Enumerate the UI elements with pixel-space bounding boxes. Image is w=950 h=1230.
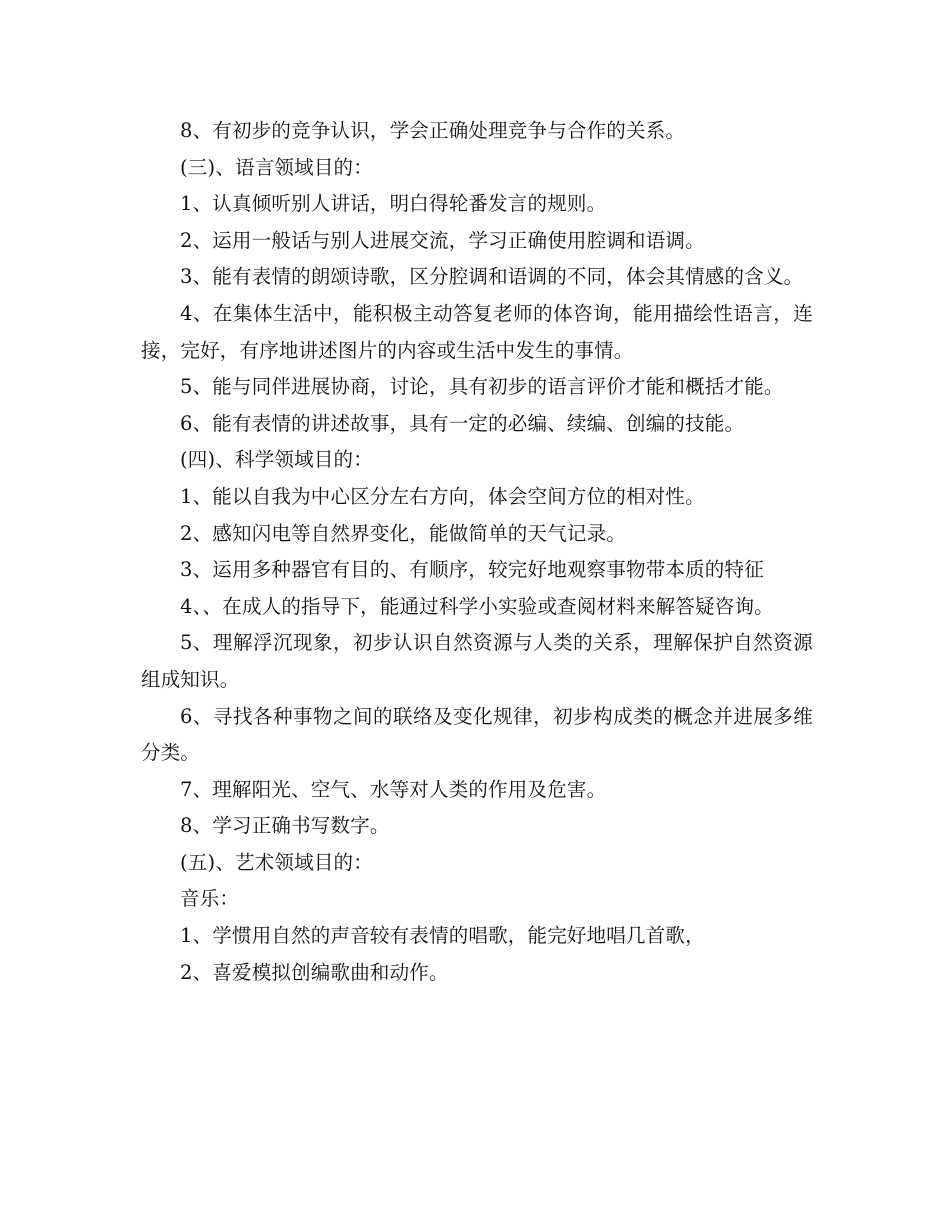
paragraph-science-4: 4、、在成人的指导下，能通过科学小实验或查阅材料来解答疑咨询。 bbox=[180, 594, 774, 618]
paragraph-science-7: 7、理解阳光、空气、水等对人类的作用及危害。 bbox=[180, 777, 607, 801]
paragraph-science-1: 1、能以自我为中心区分左右方向，体会空间方位的相对性。 bbox=[180, 484, 705, 508]
paragraph-science-8: 8、学习正确书写数字。 bbox=[180, 814, 390, 838]
paragraph-competition-awareness: 8、有初步的竞争认识，学会正确处理竞争与合作的关系。 bbox=[180, 119, 686, 142]
document-body bbox=[141, 113, 813, 991]
heading-language-goals: (三)、语言领域目的： bbox=[180, 155, 373, 179]
paragraph-language-3: 3、能有表情的朗颂诗歌，区分腔调和语调的不同，体会其情感的含义。 bbox=[180, 265, 804, 289]
paragraph-science-6: 6、寻找各种事物之间的联络及变化规律，初步构成类的概念并进展多维分类。 bbox=[141, 704, 813, 765]
paragraph-science-5: 5、理解浮沉现象，初步认识自然资源与人类的关系，理解保护自然资源组成知识。 bbox=[141, 631, 813, 691]
paragraph-language-2: 2、运用一般话与别人进展交流，学习正确使用腔调和语调。 bbox=[180, 228, 705, 252]
paragraph-language-1: 1、认真倾听别人讲话，明白得轮番发言的规则。 bbox=[180, 192, 607, 216]
paragraph-music-2: 2、喜爱模拟创编歌曲和动作。 bbox=[180, 960, 449, 984]
paragraph-language-6: 6、能有表情的讲述故事，具有一定的必编、续编、创编的技能。 bbox=[180, 411, 745, 435]
heading-science-goals: (四)、科学领域目的： bbox=[180, 448, 373, 472]
paragraph-science-3: 3、运用多种器官有目的、有顺序，较完好地观察事物带本质的特征 bbox=[180, 558, 764, 582]
paragraph-science-2: 2、感知闪电等自然界变化，能做简单的天气记录。 bbox=[180, 521, 627, 545]
paragraph-language-5: 5、能与同伴进展协商，讨论，具有初步的语言评价才能和概括才能。 bbox=[180, 375, 784, 399]
subheading-music: 音乐： bbox=[180, 887, 240, 911]
paragraph-language-4: 4、在集体生活中，能积极主动答复老师的体咨询，能用描绘性语言，连接，完好，有序地讲述图片的内容或生活中发生的事情。 bbox=[141, 301, 813, 362]
paragraph-music-1: 1、学惯用自然的声音较有表情的唱歌，能完好地唱几首歌， bbox=[180, 924, 705, 948]
heading-art-goals: (五)、艺术领域目的： bbox=[180, 850, 373, 874]
